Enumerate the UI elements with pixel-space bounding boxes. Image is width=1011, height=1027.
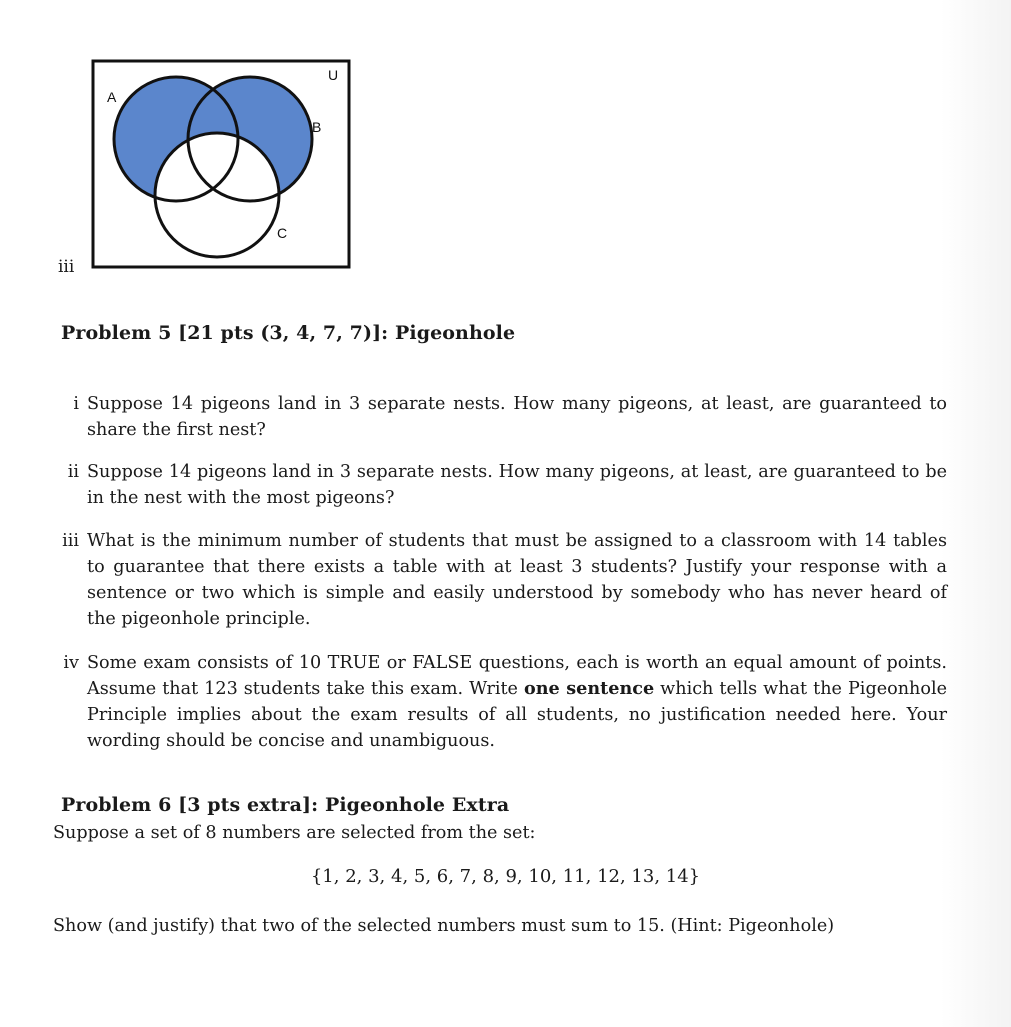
item-text: What is the minimum number of students that must be assigned to a classroom with 14 tables to guarantee that there exists a table with at least 3 students? Justify your response with a sentence or two which is simple and easily understood by somebody who has never heard of the pigeonhole principle. bbox=[87, 531, 947, 629]
item-number: iii bbox=[62, 531, 79, 551]
problem-6-title: Problem 6 [3 pts extra]: Pigeonhole Extra bbox=[61, 794, 510, 816]
item-text-before: Some exam consists of 10 TRUE or FALSE questions, each is worth an equal amount of points. Assume that 123 students take this exam. Write bbox=[87, 653, 947, 699]
problem-5-item bbox=[55, 650, 947, 754]
venn-diagram bbox=[90, 58, 354, 272]
shaded-region bbox=[114, 77, 312, 201]
problem-6-task: Show (and justify) that two of the selected numbers must sum to 15. (Hint: Pigeonhole) bbox=[53, 916, 835, 936]
item-text-bold: one sentence bbox=[523, 678, 655, 699]
label-u: U bbox=[328, 67, 339, 83]
item-text: Suppose 14 pigeons land in 3 separate nests. How many pigeons, at least, are guaranteed to be in the nest with the most pigeons? bbox=[87, 462, 947, 508]
item-number: i bbox=[73, 394, 79, 414]
item-text bbox=[87, 650, 947, 754]
item-text-after: which tells what the Pigeonhole Principle implies about the exam results of all students, no justification needed here. Your wording should be concise and unambiguous. bbox=[87, 679, 947, 751]
problem-5-item bbox=[55, 391, 947, 443]
problem-5-title: Problem 5 [21 pts (3, 4, 7, 7)]: Pigeonhole bbox=[61, 322, 516, 344]
subpart-label: iii bbox=[58, 257, 75, 277]
item-number: iv bbox=[63, 653, 79, 673]
label-a: A bbox=[107, 89, 117, 105]
item-text: Suppose 14 pigeons land in 3 separate nests. How many pigeons, at least, are guaranteed to share the first nest? bbox=[87, 394, 947, 440]
label-b: B bbox=[312, 119, 322, 135]
problem-6-intro: Suppose a set of 8 numbers are selected from the set: bbox=[53, 823, 536, 843]
number-set: {1, 2, 3, 4, 5, 6, 7, 8, 9, 10, 11, 12, 13, 14} bbox=[310, 866, 701, 887]
problem-5-item bbox=[55, 528, 947, 632]
problem-5-item bbox=[55, 459, 947, 511]
label-c: C bbox=[277, 225, 288, 241]
item-number: ii bbox=[67, 462, 79, 482]
